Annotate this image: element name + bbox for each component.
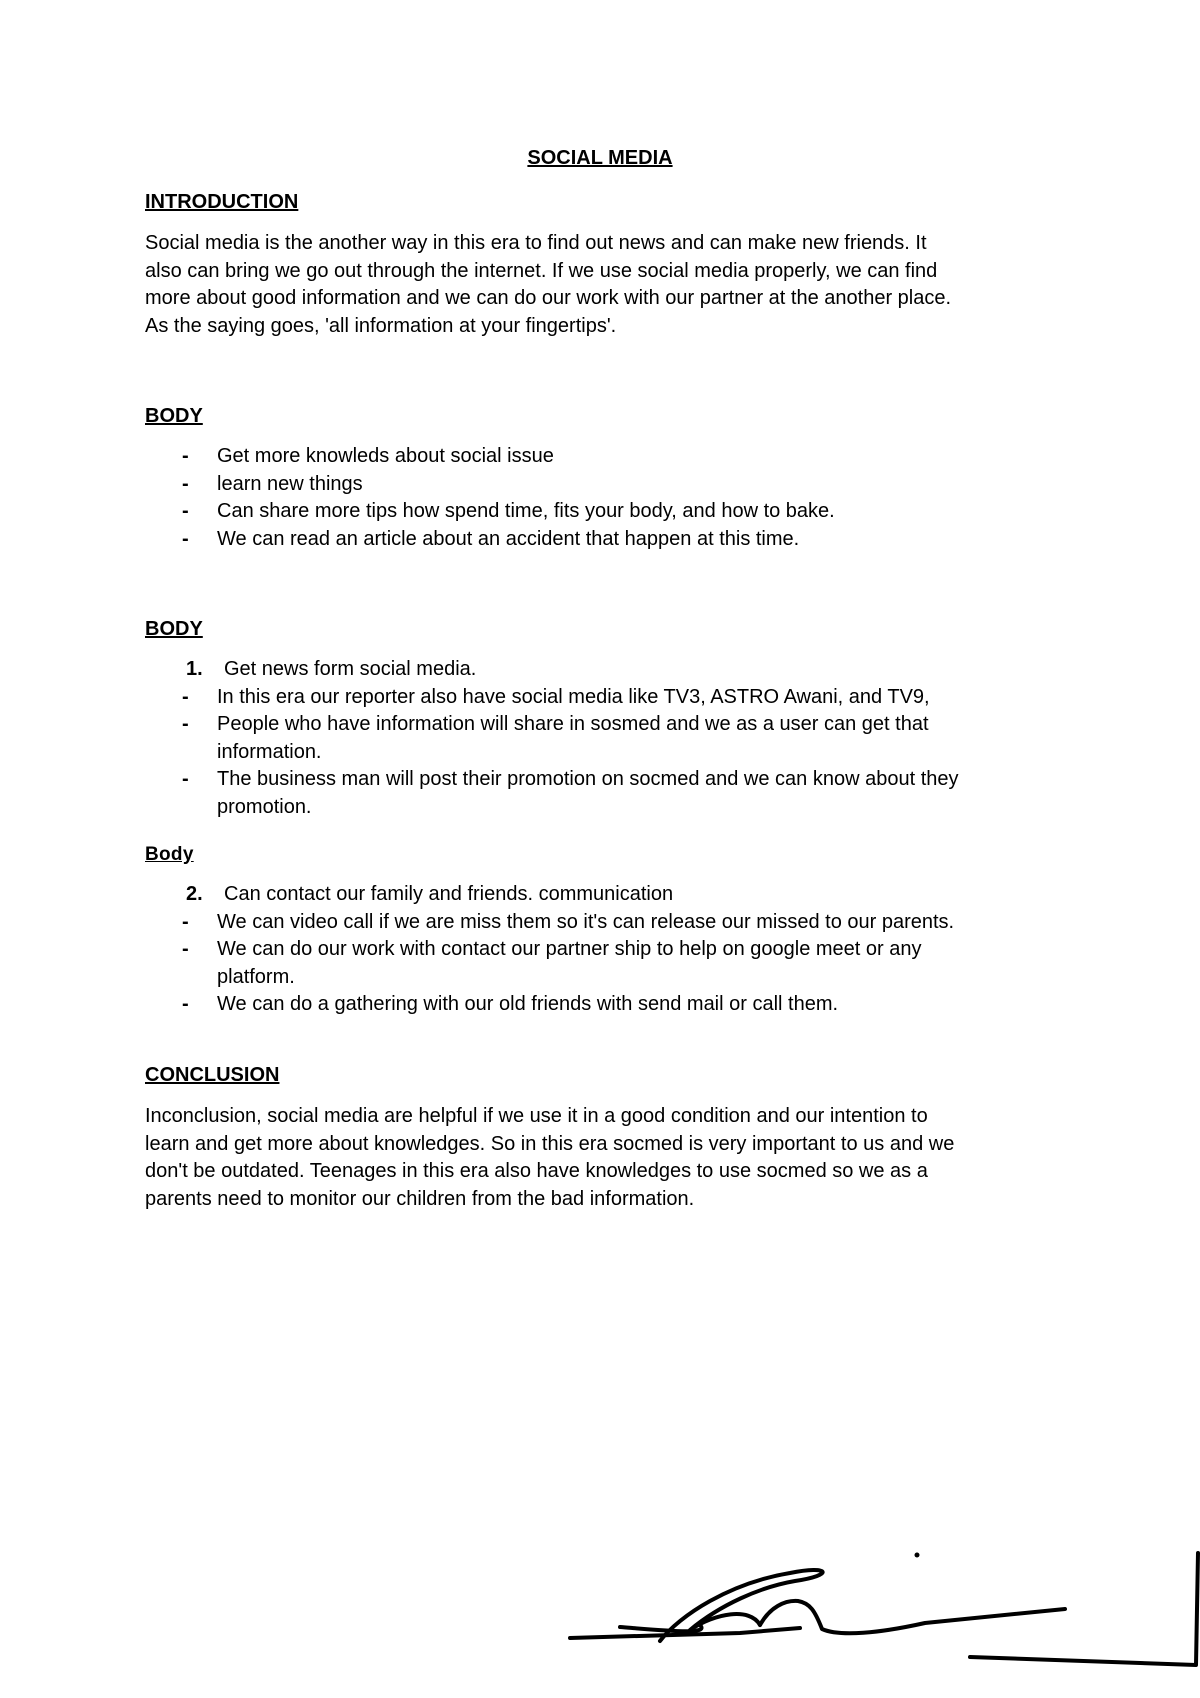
conclusion-paragraph: [145, 1103, 1065, 1213]
list-item-text: We can do a gathering with our old friends with send mail or call them.: [217, 993, 839, 1015]
list-item-text: learn new things: [217, 472, 363, 495]
list-item-text: platform.: [217, 965, 295, 988]
signature-dot: [915, 1553, 920, 1558]
dash-bullet: -: [182, 713, 189, 735]
signature-tail-stroke: [760, 1601, 1065, 1633]
list-item: [0, 656, 959, 684]
list-item: [0, 766, 959, 821]
paragraph-line: more about good information and we can do our work with our partner at the another place.: [145, 287, 952, 309]
paragraph-line: don't be outdated. Teenages in this era also have knowledges to use socmed so we as a: [145, 1160, 928, 1182]
list-item-text: information.: [217, 740, 322, 763]
dash-bullet: -: [182, 472, 189, 495]
body-list-2: [0, 656, 959, 821]
dash-bullet: -: [182, 527, 189, 550]
list-item: [0, 526, 835, 554]
dash-bullet: -: [182, 500, 189, 522]
list-item: [0, 443, 835, 471]
list-item: [0, 498, 835, 526]
dash-bullet: -: [182, 445, 189, 467]
conclusion-heading: CONCLUSION: [145, 1064, 280, 1086]
list-item: [0, 909, 954, 937]
signature-bracket-stroke: [970, 1553, 1198, 1665]
list-item-text: People who have information will share in sosmed and we as a user can get that: [217, 713, 929, 735]
list-item-text: We can read an article about an accident that happen at this time.: [217, 527, 800, 550]
body-list-1: [0, 443, 835, 553]
list-item: [0, 471, 835, 499]
list-item: [0, 684, 959, 712]
document-title: SOCIAL MEDIA: [527, 147, 673, 169]
list-item-text: promotion.: [217, 795, 312, 818]
paragraph-line: As the saying goes, 'all information at your fingertips'.: [145, 314, 617, 337]
body-heading-2: BODY: [145, 618, 203, 640]
list-item-text: Can share more tips how spend time, fits your body, and how to bake.: [217, 500, 835, 522]
list-item-text: Can contact our family and friends. communication: [224, 883, 674, 905]
list-item: [0, 881, 954, 909]
number-marker: 1.: [186, 658, 203, 680]
paragraph-line: also can bring we go out through the internet. If we use social media properly, we can find: [145, 259, 938, 282]
list-item: [0, 991, 954, 1019]
paragraph-line: Social media is the another way in this era to find out news and can make new friends. It: [145, 232, 927, 254]
dash-bullet: -: [182, 685, 189, 708]
list-item: [0, 711, 959, 766]
list-item-text: Get more knowleds about social issue: [217, 445, 554, 467]
dash-bullet: -: [182, 993, 189, 1015]
dash-bullet: -: [182, 938, 189, 960]
list-item-text: Get news form social media.: [224, 658, 477, 680]
paragraph-line: learn and get more about knowledges. So in this era socmed is very important to us and we: [145, 1132, 955, 1155]
number-marker: 2.: [186, 883, 203, 905]
list-item-text: We can video call if we are miss them so it's can release our missed to our parents.: [217, 910, 955, 933]
list-item: [0, 936, 954, 991]
introduction-heading: INTRODUCTION: [145, 191, 299, 213]
paragraph-line: Inconclusion, social media are helpful if we use it in a good condition and our intention to: [145, 1105, 928, 1127]
signature-image: [560, 1545, 1200, 1685]
list-item-text: In this era our reporter also have social media like TV3, ASTRO Awani, and TV9,: [217, 685, 930, 708]
list-item-text: We can do our work with contact our partner ship to help on google meet or any: [217, 938, 922, 960]
dash-bullet: -: [182, 768, 189, 790]
body-heading-1: BODY: [145, 405, 203, 427]
introduction-paragraph: [145, 230, 1065, 340]
body-heading-3: Body: [145, 844, 194, 865]
paragraph-line: parents need to monitor our children from the bad information.: [145, 1187, 695, 1210]
dash-bullet: -: [182, 910, 189, 933]
body-list-3: [0, 881, 954, 1019]
list-item-text: The business man will post their promotion on socmed and we can know about they: [217, 768, 959, 790]
